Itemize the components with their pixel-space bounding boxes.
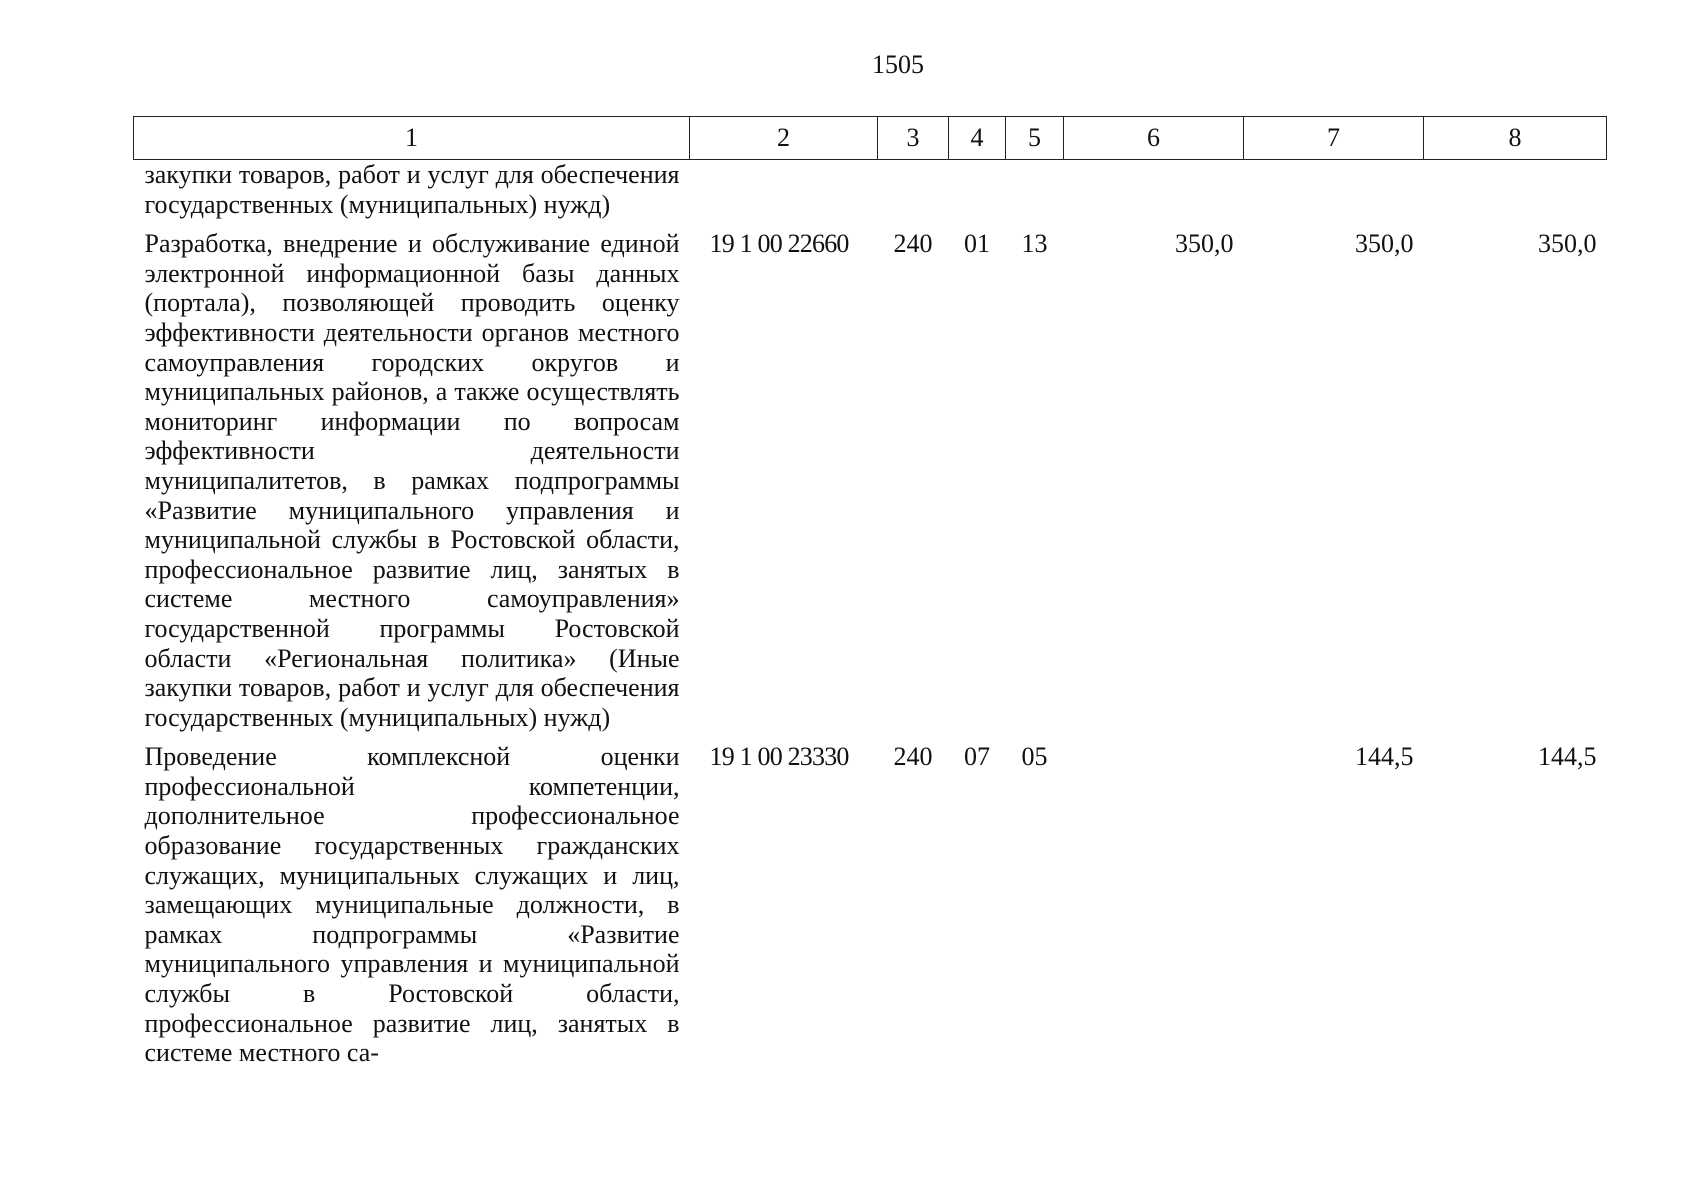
row-description: Проведение комплексной оценки профессиональной компетенции, дополнительное профессиональное образование государственных гражданских служащих, муниципальных служащих и лиц, замещающих муниципальные должности, в рамках подпрограммы «Развитие муниципального управления и муниципальной службы в Ростовской области, профессиональное развитие лиц, занятых в системе местного са- [144, 742, 680, 1068]
row-section: 07 [964, 742, 990, 772]
row-amount-col8 [1424, 160, 1607, 230]
table-row [134, 160, 1607, 230]
row-amount-col6: 350,0 [1175, 229, 1234, 259]
row-amount-col8: 144,5 [1538, 742, 1597, 772]
row-section [949, 160, 1006, 230]
column-number-header-row [134, 117, 1607, 160]
row-subsection: 05 [1021, 742, 1048, 772]
row-target-code [690, 160, 878, 230]
row-amount-col8: 350,0 [1538, 229, 1597, 259]
row-subsection: 13 [1021, 229, 1048, 259]
row-section: 01 [964, 229, 990, 259]
column-header-5: 5 [1006, 117, 1064, 160]
column-header-7: 7 [1244, 117, 1424, 160]
row-target-code: 19 1 00 22660 [709, 229, 849, 259]
budget-table [133, 116, 1607, 1078]
table-row [134, 742, 1607, 1078]
page-number: 1505 [872, 50, 924, 79]
column-header-8: 8 [1424, 117, 1607, 160]
row-target-code: 19 1 00 23330 [709, 742, 849, 772]
column-header-1: 1 [134, 117, 690, 160]
table-row [134, 229, 1607, 742]
row-expense-type [878, 160, 949, 230]
row-description: закупки товаров, работ и услуг для обеспечения государственных (муниципальных) нужд) [144, 160, 680, 219]
column-header-2: 2 [690, 117, 878, 160]
row-description: Разработка, внедрение и обслуживание единой электронной информационной базы данных (портала), позволяющей проводить оценку эффективности деятельности органов местного самоуправления городских округов и муниципальных районов, а также осуществлять мониторинг информации по вопросам эффективности деятельности муниципалитетов, в рамках подпрограммы «Развитие муниципального управления и муниципальной службы в Ростовской области, профессиональное развитие лиц, занятых в системе местного самоуправления» государственной программы Ростовской области «Региональная политика» (Иные закупки товаров, работ и услуг для обеспечения государственных (муниципальных) нужд) [144, 229, 680, 732]
row-amount-col6 [1064, 742, 1244, 1078]
row-expense-type: 240 [893, 742, 933, 772]
column-header-4: 4 [949, 117, 1006, 160]
row-amount-col7: 144,5 [1355, 742, 1414, 772]
column-header-6: 6 [1064, 117, 1244, 160]
row-amount-col7 [1244, 160, 1424, 230]
row-subsection [1006, 160, 1064, 230]
row-amount-col6 [1064, 160, 1244, 230]
row-amount-col7: 350,0 [1355, 229, 1414, 259]
column-header-3: 3 [878, 117, 949, 160]
row-expense-type: 240 [893, 229, 933, 259]
